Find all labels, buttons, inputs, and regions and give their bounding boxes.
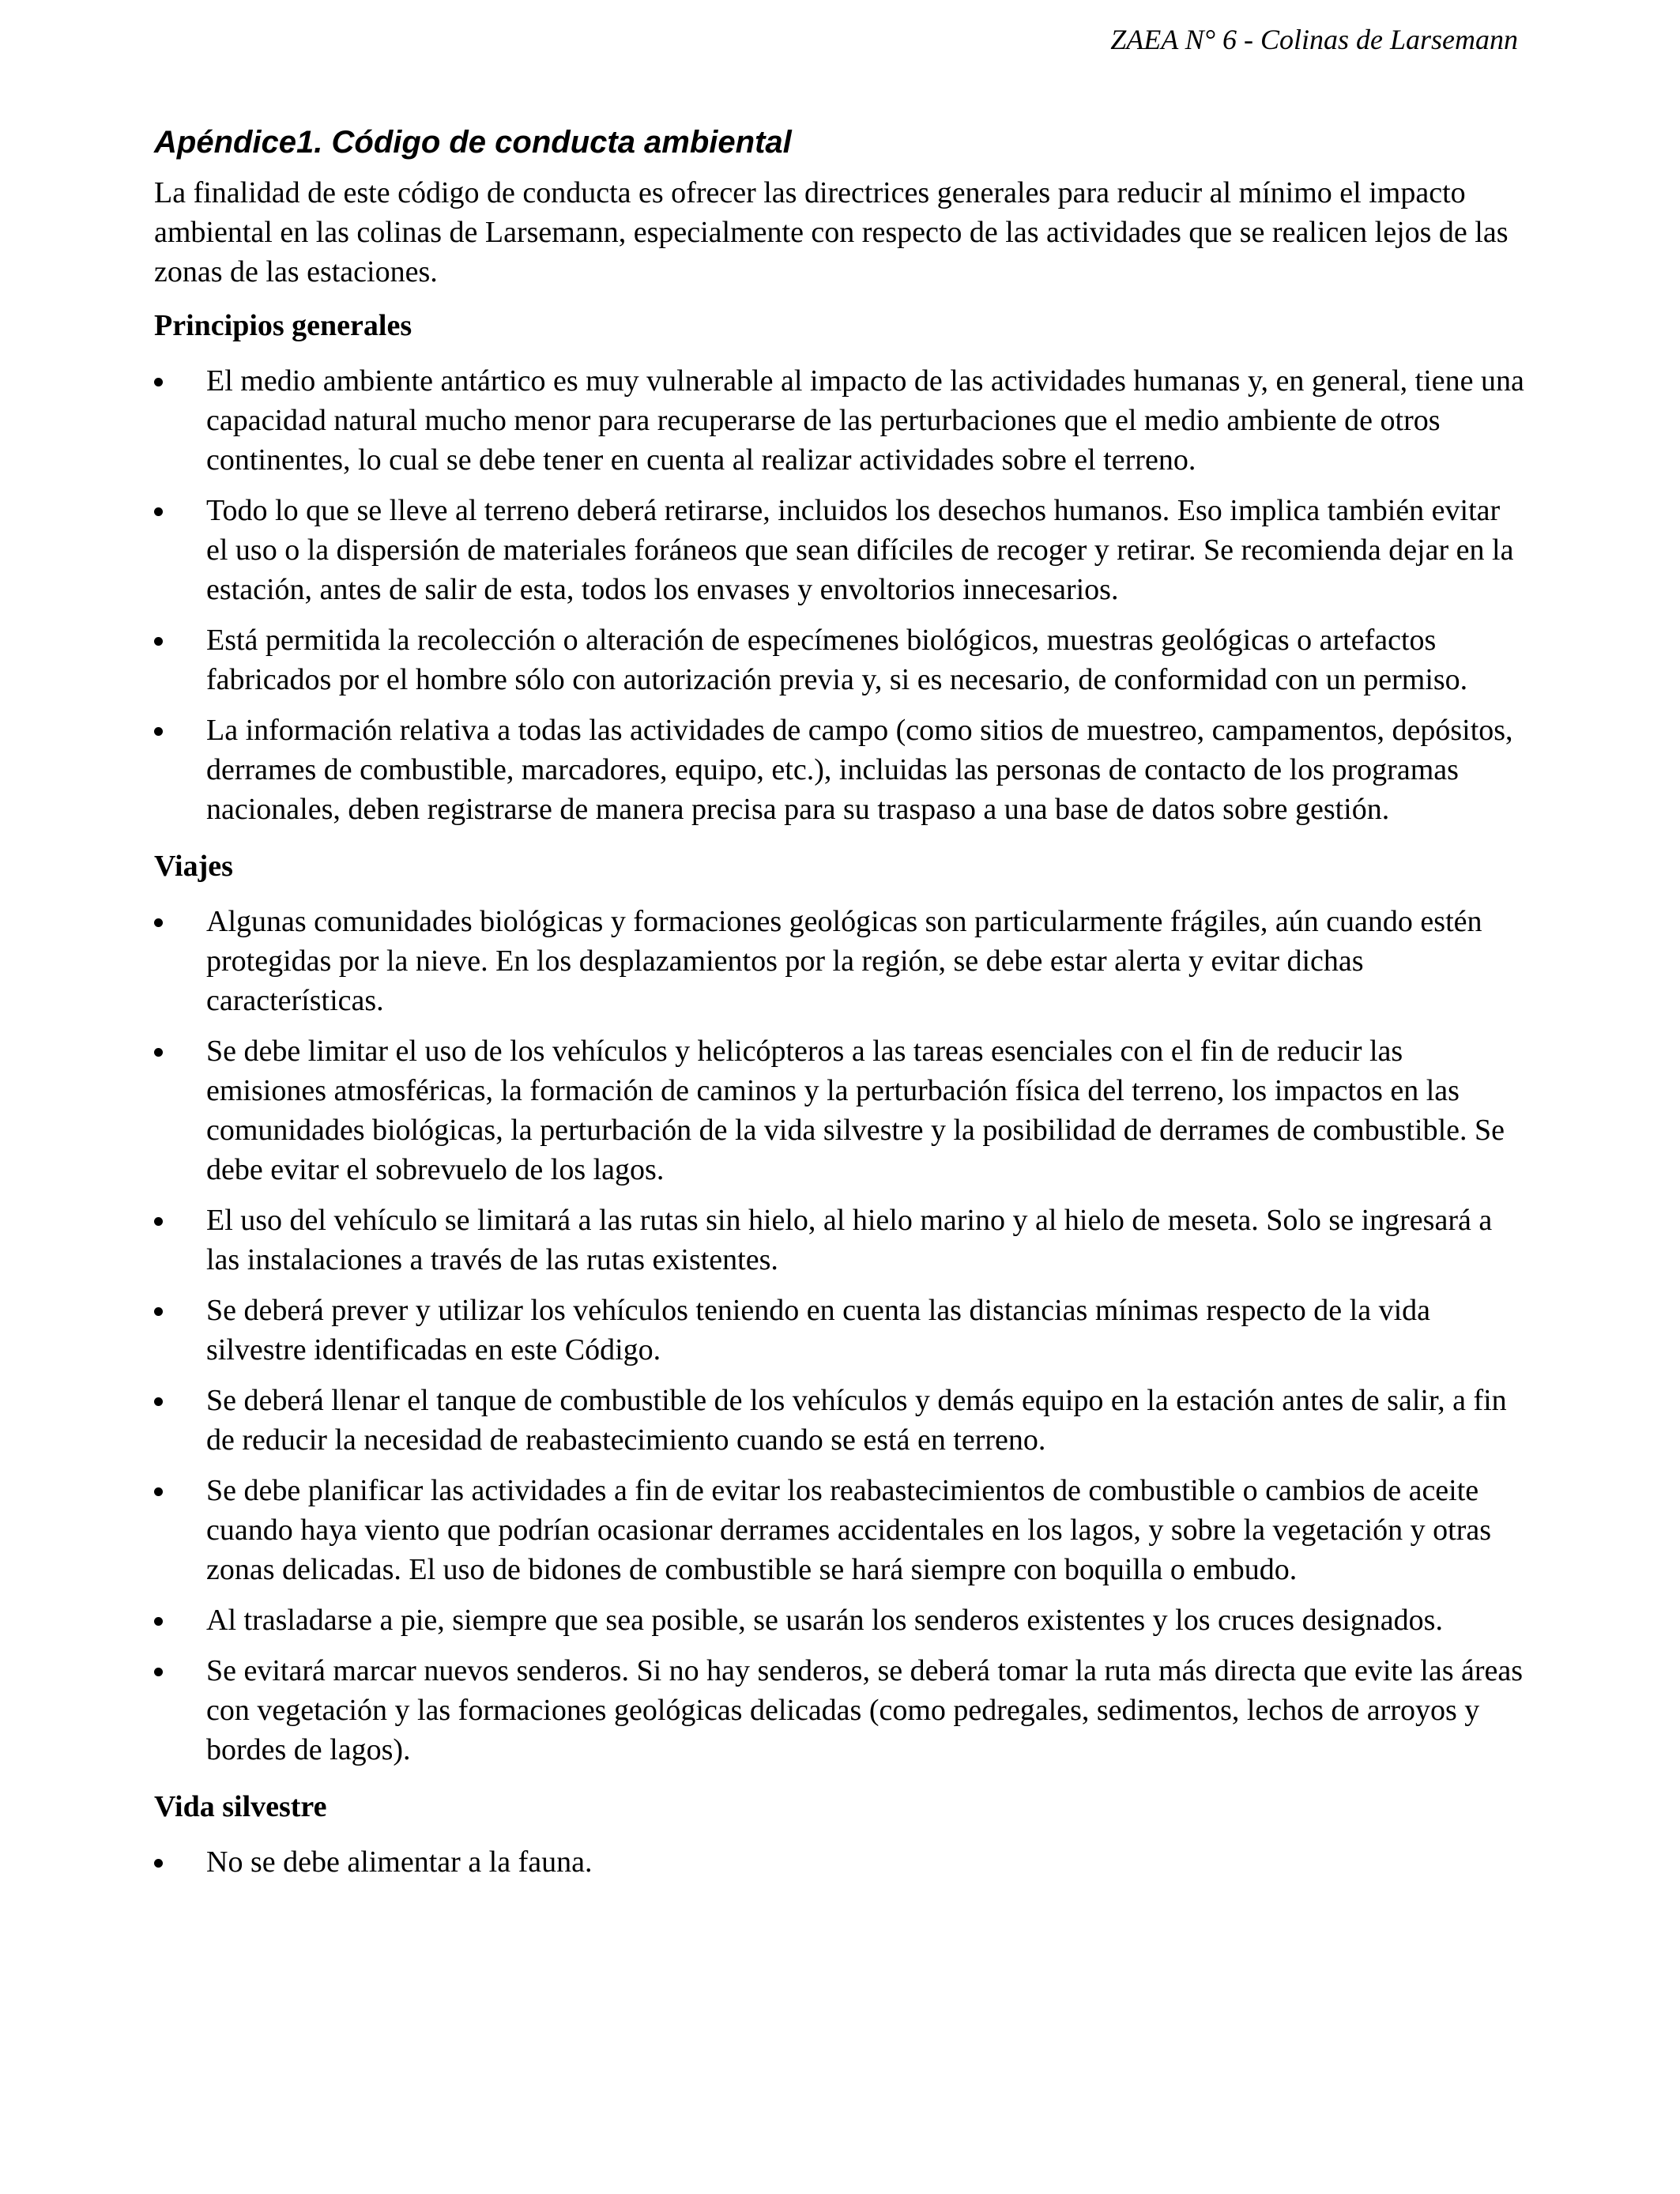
- section-heading: Principios generales: [154, 309, 412, 342]
- list-item: [154, 1201, 1529, 1280]
- bullet-icon: [154, 1668, 163, 1676]
- list-item-text: Se debe planificar las actividades a fin de evitar los reabastecimientos de combustible o cambios de aceite cuando haya viento que podrían ocasionar derrames accidentales en los lagos, y sobre la vegetación y otras zonas delicadas. El uso de bidones de combustible se hará siempre con boquilla o embudo.: [206, 1474, 1492, 1586]
- list-item: [154, 1651, 1529, 1770]
- bullet-icon: [154, 1397, 163, 1406]
- list-item-text: Se deberá prever y utilizar los vehículos teniendo en cuenta las distancias mínimas respecto de la vida silvestre identificadas en este Código.: [206, 1294, 1431, 1367]
- list-item-text: Se debe limitar el uso de los vehículos y helicópteros a las tareas esenciales con el fin de reducir las emisiones atmosféricas, la formación de caminos y la perturbación física del terreno, los impactos en las comunidades biológicas, la perturbación de la vida silvestre y la posibilidad de derrames de combustible. Se debe evitar el sobrevuelo de los lagos.: [206, 1035, 1505, 1186]
- list-item-text: La información relativa a todas las actividades de campo (como sitios de muestreo, campamentos, depósitos, derrames de combustible, marcadores, equipo, etc.), incluidas las personas de contacto de los programas nacionales, deben registrarse de manera precisa para su traspaso a una base de datos sobre gestión.: [206, 714, 1513, 826]
- bullet-icon: [154, 918, 163, 927]
- list-item: [154, 711, 1529, 829]
- list-item: [154, 1291, 1529, 1370]
- list-item-text: Está permitida la recolección o alteración de especímenes biológicos, muestras geológicas o artefactos fabricados por el hombre sólo con autorización previa y, si es necesario, de conformidad con un permiso.: [206, 624, 1468, 696]
- section-principios-generales: [154, 306, 1529, 829]
- bullet-list: [154, 902, 1529, 1770]
- bullet-list: [154, 361, 1529, 829]
- list-item: [154, 1842, 1529, 1882]
- list-item: [154, 620, 1529, 699]
- bullet-icon: [154, 1859, 163, 1868]
- list-item-text: El uso del vehículo se limitará a las rutas sin hielo, al hielo marino y al hielo de meseta. Solo se ingresará a las instalaciones a través de las rutas existentes.: [206, 1204, 1493, 1276]
- list-item: [154, 1600, 1529, 1640]
- bullet-icon: [154, 1048, 163, 1057]
- list-item-text: Todo lo que se lleve al terreno deberá retirarse, incluidos los desechos humanos. Eso implica también evitar el uso o la dispersión de materiales foráneos que sean difíciles de recoger y retirar. Se recomienda dejar en la estación, antes de salir de esta, todos los envases y envoltorios innecesarios.: [206, 494, 1514, 606]
- bullet-icon: [154, 1307, 163, 1316]
- bullet-icon: [154, 637, 163, 646]
- list-item-text: Se deberá llenar el tanque de combustible de los vehículos y demás equipo en la estación antes de salir, a fin de reducir la necesidad de reabastecimiento cuando se está en terreno.: [206, 1384, 1507, 1457]
- list-item: [154, 361, 1529, 480]
- bullet-list: [154, 1842, 1529, 1882]
- list-item: [154, 1031, 1529, 1189]
- running-header: ZAEA N° 6 - Colinas de Larsemann: [1110, 24, 1518, 55]
- section-vida-silvestre: [154, 1787, 1529, 1882]
- bullet-icon: [154, 378, 163, 386]
- bullet-icon: [154, 727, 163, 736]
- bullet-icon: [154, 1617, 163, 1626]
- document-body: [154, 123, 1529, 1899]
- section-heading: Vida silvestre: [154, 1790, 327, 1823]
- appendix-title: Apéndice1. Código de conducta ambiental: [154, 125, 792, 160]
- list-item: [154, 491, 1529, 609]
- section-heading: Viajes: [154, 850, 233, 883]
- list-item: [154, 1381, 1529, 1460]
- list-item-text: Al trasladarse a pie, siempre que sea posible, se usarán los senderos existentes y los cruces designados.: [206, 1604, 1443, 1637]
- list-item: [154, 1471, 1529, 1589]
- list-item-text: No se debe alimentar a la fauna.: [206, 1845, 593, 1879]
- bullet-icon: [154, 1217, 163, 1226]
- list-item-text: Se evitará marcar nuevos senderos. Si no hay senderos, se deberá tomar la ruta más directa que evite las áreas con vegetación y las formaciones geológicas delicadas (como pedregales, sedimentos, lechos de arroyos y bordes de lagos).: [206, 1654, 1524, 1766]
- section-viajes: [154, 846, 1529, 1770]
- bullet-icon: [154, 1487, 163, 1496]
- intro-paragraph: La finalidad de este código de conducta es ofrecer las directrices generales para reducir al mínimo el impacto ambiental en las colinas de Larsemann, especialmente con respecto de las actividades que se realicen lejos de las zonas de las estaciones.: [154, 176, 1509, 288]
- list-item-text: El medio ambiente antártico es muy vulnerable al impacto de las actividades humanas y, en general, tiene una capacidad natural mucho menor para recuperarse de las perturbaciones que el medio ambiente de otros continentes, lo cual se debe tener en cuenta al realizar actividades sobre el terreno.: [206, 364, 1524, 477]
- bullet-icon: [154, 507, 163, 516]
- list-item: [154, 902, 1529, 1020]
- list-item-text: Algunas comunidades biológicas y formaciones geológicas son particularmente frágiles, aún cuando estén protegidas por la nieve. En los desplazamientos por la región, se debe estar alerta y evitar dichas características.: [206, 905, 1482, 1017]
